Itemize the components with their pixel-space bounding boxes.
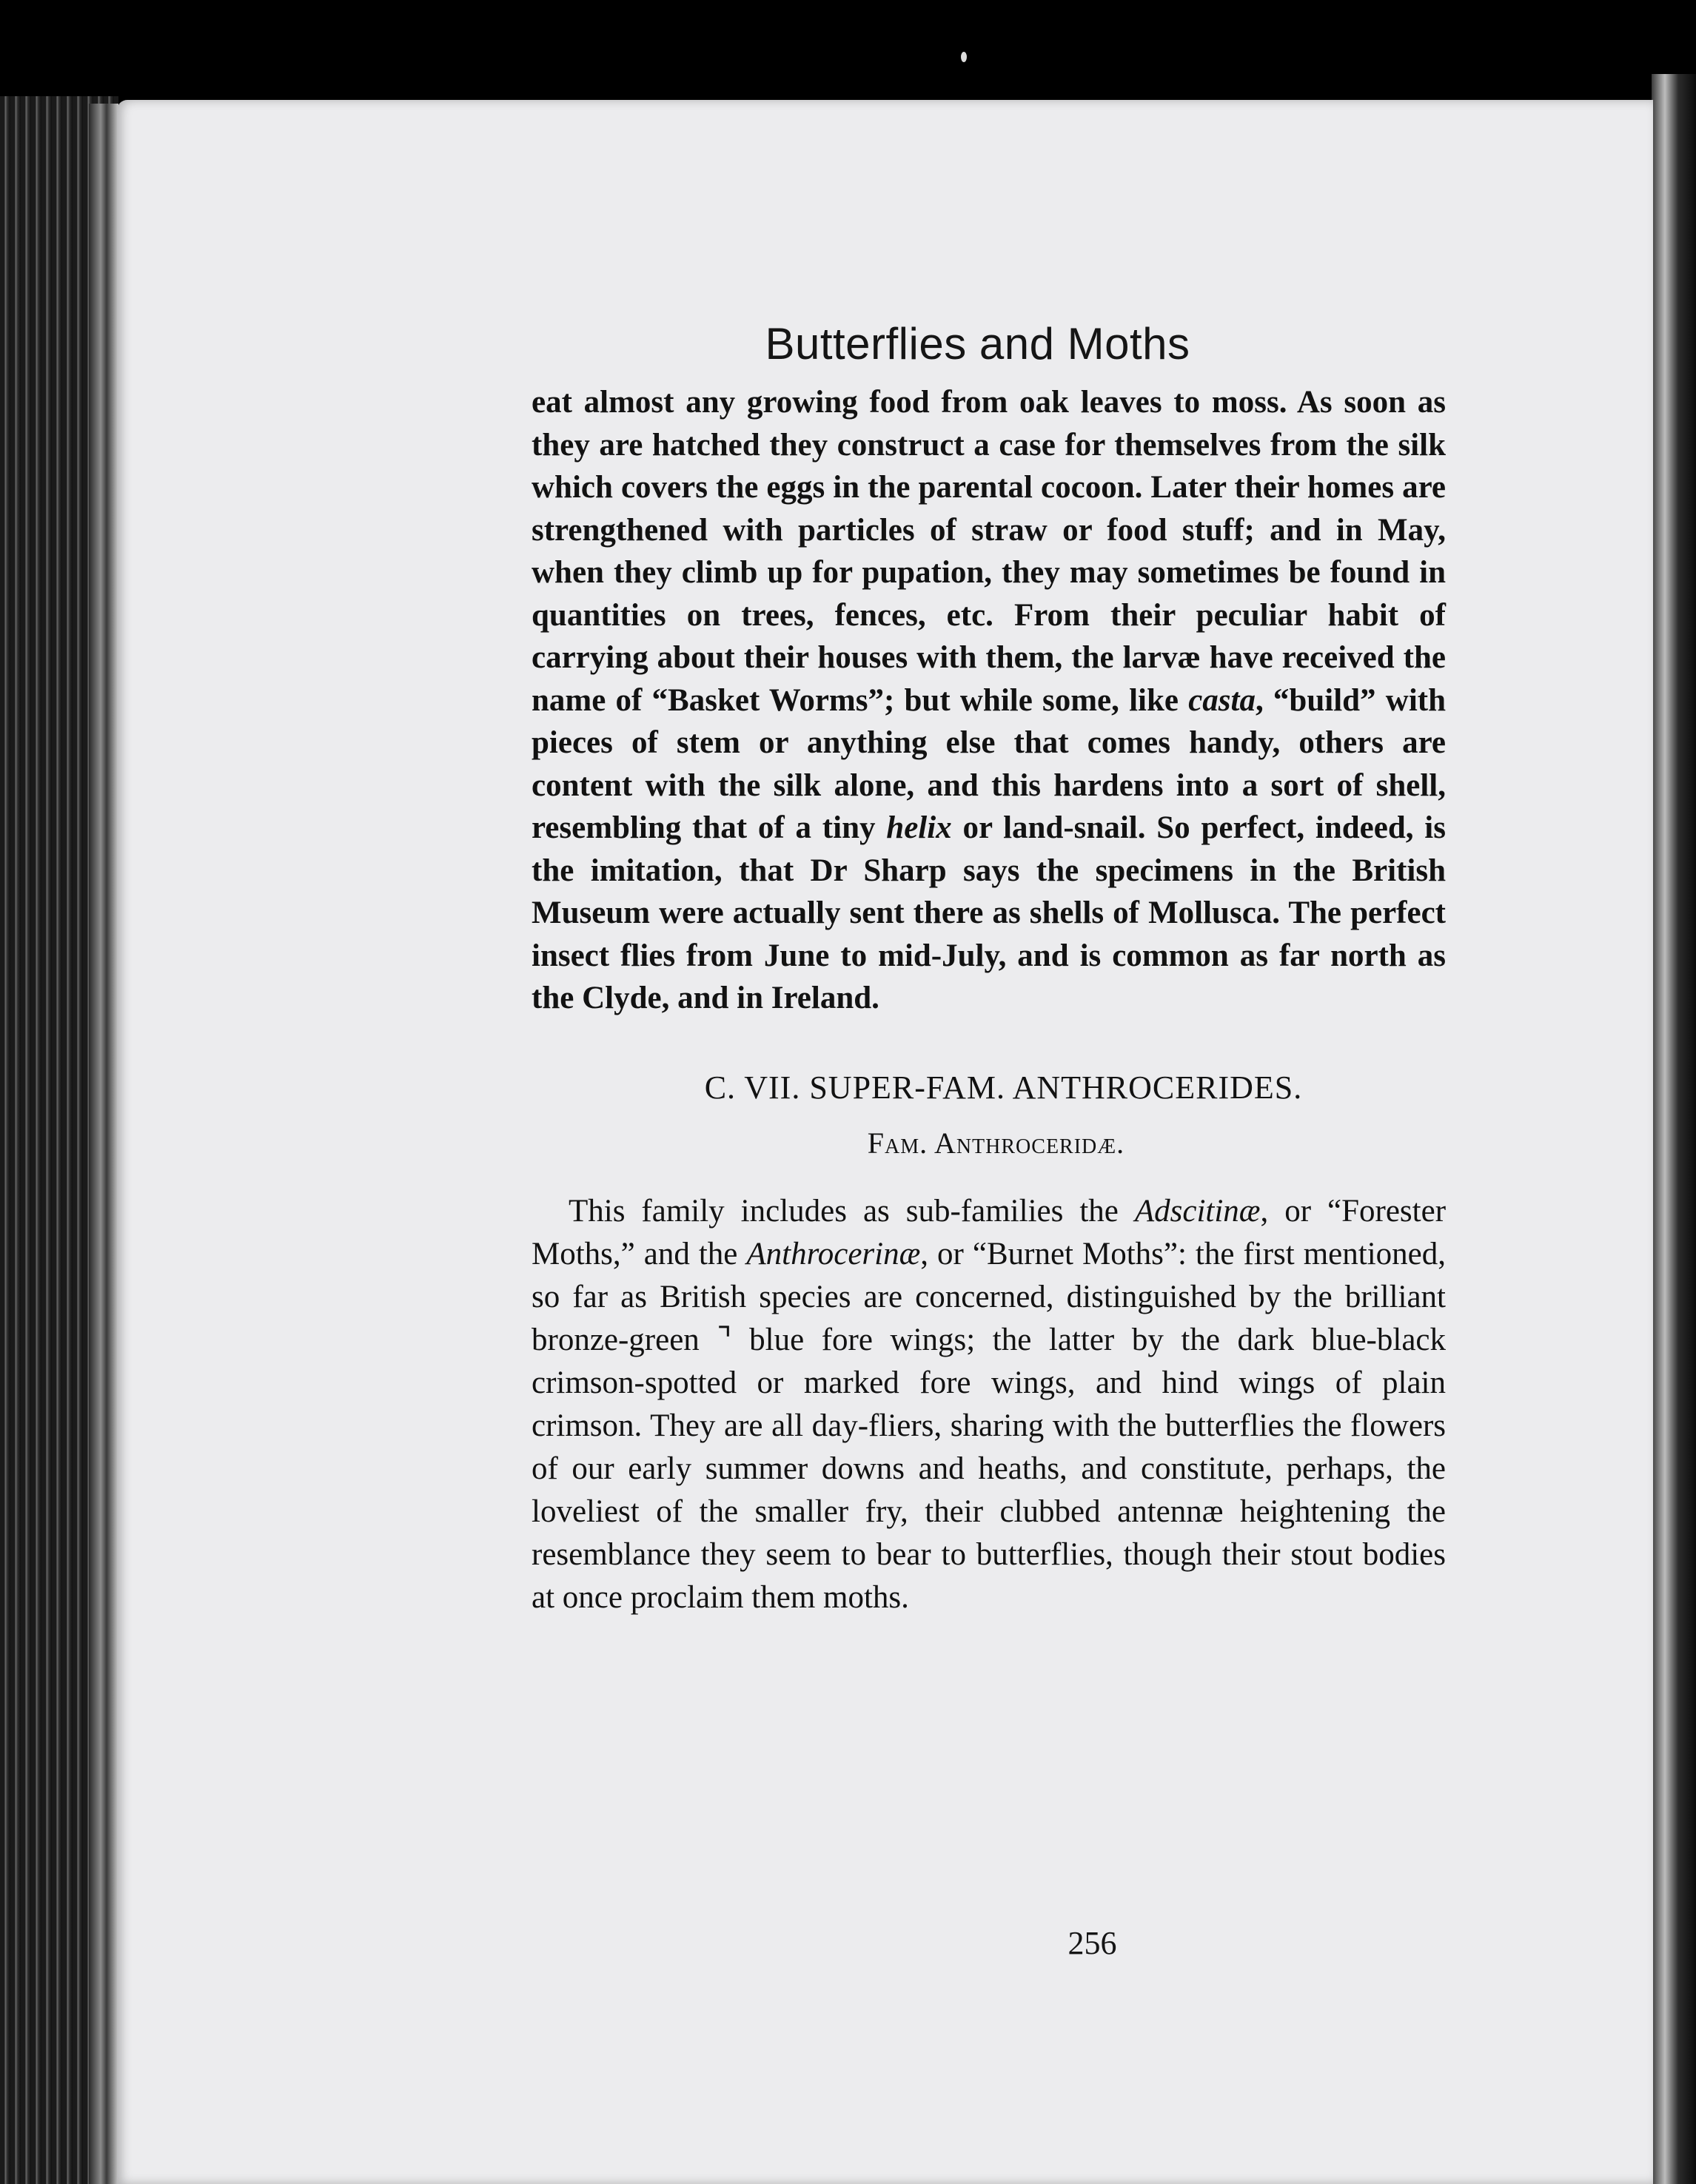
italic-casta: casta bbox=[1188, 682, 1256, 718]
section-heading: C. VII. SUPER-FAM. ANTHROCERIDES. bbox=[704, 1069, 1303, 1106]
page-number: 256 bbox=[1067, 1925, 1117, 1961]
italic-adscitinae: Adscitinæ bbox=[1134, 1193, 1261, 1229]
paragraph-2-part-3: , or “Burnet Moths”: the first mentioned, so far as British species are concerned, distinguished by the brilliant bronze-green ⌝ blue fore wings; the latter by the dark blue-black crimson-spotted or marked fore wings, and hind wings of plain crimson. They are all day-fliers, sharing with the butterflies the flowers of our early summer downs and heaths, and constitute, perhaps, the loveliest of the smaller fry, their clubbed antennæ heightening the resemblance they seem to bear to butterflies, though their stout bodies at once proclaim them moths. bbox=[532, 1236, 1446, 1615]
paragraph-1-part-3: or land-snail. So perfect, indeed, is the imitation, that Dr Sharp says the specimens in the British Museum were actually sent there as shells of Mollusca. The perfect insect flies from June to mid-July, and is common as far north as the Clyde, and in Ireland. bbox=[532, 810, 1446, 1015]
paragraph-1-part-1: eat almost any growing food from oak leaves to moss. As soon as they are hatched they construct a case for themselves from the silk which covers the eggs in the parental cocoon. Later their homes are strengthened with particles of straw or food stuff; and in May, when they climb up for pupation, they may sometimes be found in quantities on trees, fences, etc. From their peculiar habit of carrying about their houses with them, the larvæ have received the name of “Basket Worms”; but while some, like bbox=[532, 385, 1446, 718]
scan-speck bbox=[961, 52, 967, 62]
right-page-edge bbox=[1652, 74, 1696, 2184]
text-block bbox=[532, 381, 1446, 1619]
paragraph-1 bbox=[532, 381, 1446, 1020]
book-spine-edge bbox=[89, 104, 118, 2184]
italic-anthrocerinae: Anthrocerinæ bbox=[746, 1236, 921, 1271]
paragraph-2-part-2: , or “Forester Moths,” and the bbox=[532, 1193, 1447, 1271]
paragraph-1-part-2: , “build” with pieces of stem or anything else that comes handy, others are content with the silk alone, and this hardens into a sort of shell, resembling that of a tiny bbox=[532, 682, 1446, 845]
running-head: Butterflies and Moths bbox=[765, 319, 1190, 369]
family-heading: Fam. Anthroceridæ. bbox=[867, 1126, 1125, 1160]
paragraph-2 bbox=[532, 1190, 1446, 1619]
paragraph-2-part-1: This family includes as sub-families the bbox=[569, 1193, 1135, 1229]
italic-helix: helix bbox=[886, 810, 952, 845]
book-page bbox=[117, 100, 1653, 2184]
